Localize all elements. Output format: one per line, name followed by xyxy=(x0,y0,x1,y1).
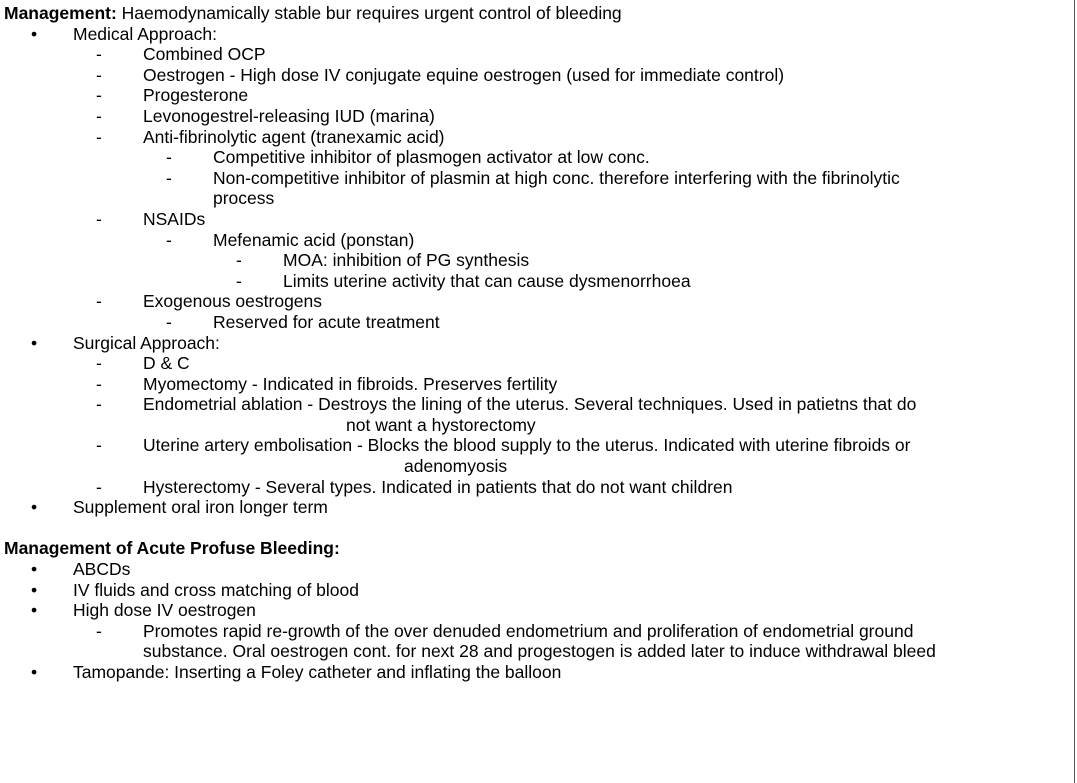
list-item-medical-approach xyxy=(4,24,1074,45)
list-item xyxy=(4,250,1074,271)
acute-item-text: substance. Oral oestrogen cont. for next 28 and progestogen is added later to induce withdrawal bleed xyxy=(143,641,936,662)
surgical-item-text: Endometrial ablation - Destroys the lining of the uterus. Several techniques. Used in patietns that do xyxy=(143,394,917,415)
dash-marker: - xyxy=(166,229,172,250)
bullet-marker: • xyxy=(31,662,38,682)
medical-approach-label: Medical Approach: xyxy=(73,23,217,44)
list-item-continuation xyxy=(4,188,1074,209)
list-item xyxy=(4,168,1074,189)
list-item xyxy=(4,621,1074,642)
dash-marker: - xyxy=(96,620,102,641)
bullet-marker: • xyxy=(31,600,38,621)
medical-item-text: Anti-fibrinolytic agent (tranexamic acid) xyxy=(143,126,445,147)
list-item xyxy=(4,580,1074,601)
dash-marker: - xyxy=(236,270,242,291)
medical-item-text: process xyxy=(213,188,275,209)
list-item xyxy=(4,312,1074,333)
surgical-item-text: Uterine artery embolisation - Blocks the blood supply to the uterus. Indicated with uterine fibroids or xyxy=(143,435,911,456)
acute-item-text: IV fluids and cross matching of blood xyxy=(73,579,359,600)
dash-marker: - xyxy=(96,85,102,106)
list-item-surgical-approach xyxy=(4,333,1074,354)
list-item xyxy=(4,127,1074,148)
surgical-approach-label: Surgical Approach: xyxy=(73,332,220,353)
dash-marker: - xyxy=(96,353,102,374)
medical-item-text: Non-competitive inhibitor of plasmin at high conc. therefore interfering with the fibrinolytic xyxy=(213,167,900,188)
dash-marker: - xyxy=(96,373,102,394)
list-item xyxy=(4,147,1074,168)
list-item-continuation xyxy=(4,456,1074,477)
management-heading-line xyxy=(4,3,1074,24)
dash-marker: - xyxy=(96,476,102,497)
surgical-item-text: Myomectomy - Indicated in fibroids. Preserves fertility xyxy=(143,373,558,394)
acute-item-text: Tamopande: Inserting a Foley catheter and inflating the balloon xyxy=(73,662,562,682)
bullet-marker: • xyxy=(31,332,38,353)
dash-marker: - xyxy=(96,64,102,85)
dash-marker: - xyxy=(166,167,172,188)
document-body xyxy=(4,3,1074,683)
list-item xyxy=(4,291,1074,312)
dash-marker: - xyxy=(166,311,172,332)
surgical-item-text: adenomyosis xyxy=(404,456,508,477)
management-heading: Management: xyxy=(4,3,117,23)
medical-item-text: Reserved for acute treatment xyxy=(213,311,440,332)
list-item xyxy=(4,209,1074,230)
acute-item-text: Promotes rapid re-growth of the over denuded endometrium and proliferation of endometrial ground xyxy=(143,620,914,641)
medical-item-text: Mefenamic acid (ponstan) xyxy=(213,229,415,250)
bullet-marker: • xyxy=(31,579,38,600)
list-item xyxy=(4,559,1074,580)
list-item xyxy=(4,230,1074,251)
list-item xyxy=(4,374,1074,395)
medical-item-text: Combined OCP xyxy=(143,44,266,65)
medical-item-text: NSAIDs xyxy=(143,208,206,229)
list-item-iron xyxy=(4,497,1074,518)
list-item-continuation xyxy=(4,641,1074,662)
iron-text: Supplement oral iron longer term xyxy=(73,497,328,518)
list-item xyxy=(4,477,1074,498)
list-item xyxy=(4,85,1074,106)
list-item xyxy=(4,106,1074,127)
medical-item-text: Levonogestrel-releasing IUD (marina) xyxy=(143,105,435,126)
acute-heading: Management of Acute Profuse Bleeding: xyxy=(4,538,340,559)
list-item xyxy=(4,662,1074,683)
bullet-marker: • xyxy=(31,23,38,44)
list-item xyxy=(4,271,1074,292)
dash-marker: - xyxy=(96,394,102,415)
list-item xyxy=(4,44,1074,65)
list-item-continuation xyxy=(4,415,1074,436)
dash-marker: - xyxy=(166,147,172,168)
dash-marker: - xyxy=(96,126,102,147)
bullet-marker: • xyxy=(31,559,38,580)
surgical-item-text: not want a hystorectomy xyxy=(346,414,536,435)
dash-marker: - xyxy=(96,105,102,126)
dash-marker: - xyxy=(236,250,242,271)
medical-item-text: Progesterone xyxy=(143,85,249,106)
medical-item-text: Competitive inhibitor of plasmogen activator at low conc. xyxy=(213,147,650,168)
dash-marker: - xyxy=(96,435,102,456)
medical-item-text: Oestrogen - High dose IV conjugate equine oestrogen (used for immediate control) xyxy=(143,64,785,85)
list-item xyxy=(4,394,1074,415)
management-intro: Haemodynamically stable bur requires urgent control of bleeding xyxy=(121,3,622,23)
list-item xyxy=(4,435,1074,456)
list-item xyxy=(4,65,1074,86)
acute-item-text: ABCDs xyxy=(73,559,131,580)
list-item xyxy=(4,600,1074,621)
section-gap xyxy=(4,518,1074,539)
medical-item-text: Limits uterine activity that can cause dysmenorrhoea xyxy=(283,270,691,291)
surgical-item-text: D & C xyxy=(143,353,190,374)
acute-heading-line xyxy=(4,538,1074,559)
bullet-marker: • xyxy=(31,497,38,518)
surgical-item-text: Hysterectomy - Several types. Indicated in patients that do not want children xyxy=(143,476,733,497)
dash-marker: - xyxy=(96,291,102,312)
dash-marker: - xyxy=(96,44,102,65)
dash-marker: - xyxy=(96,208,102,229)
list-item xyxy=(4,353,1074,374)
acute-item-text: High dose IV oestrogen xyxy=(73,600,256,621)
medical-item-text: Exogenous oestrogens xyxy=(143,291,323,312)
medical-item-text: MOA: inhibition of PG synthesis xyxy=(283,250,530,271)
